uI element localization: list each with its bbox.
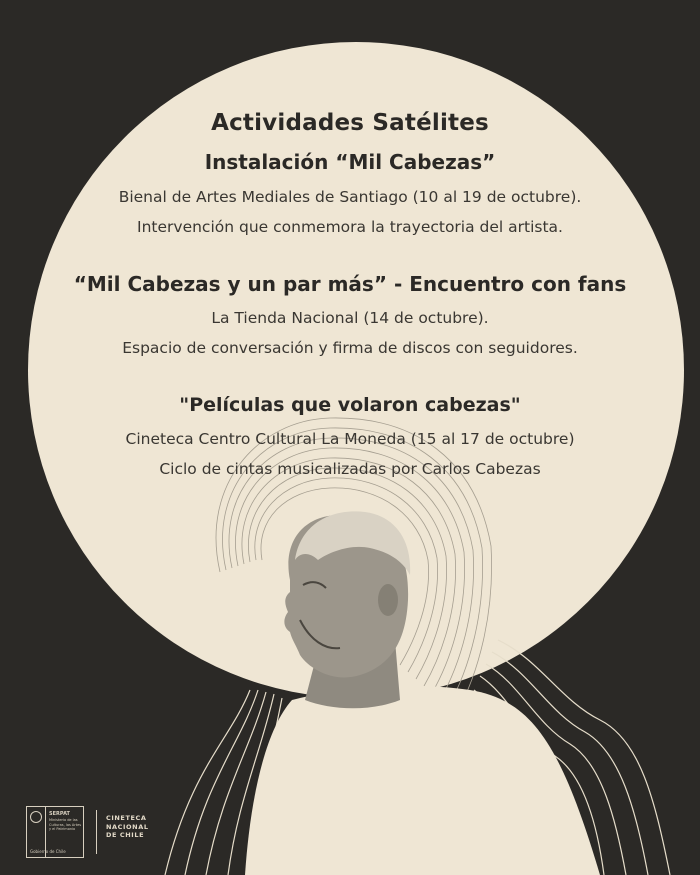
event-3-line-2: Ciclo de cintas musicalizadas por Carlos Cabezas	[159, 460, 541, 478]
gov-logo-bottom: Gobierno de Chile	[30, 849, 66, 854]
event-2-line-1: La Tienda Nacional (14 de octubre).	[211, 309, 489, 327]
event-1-heading: Instalación “Mil Cabezas”	[204, 150, 496, 174]
cineteca-line-1: CINETECA	[106, 814, 147, 822]
government-logo	[26, 806, 84, 858]
cineteca-line-2: NACIONAL	[106, 822, 149, 831]
gov-logo-top: SERPAT	[49, 811, 70, 817]
cineteca-logo	[106, 814, 166, 840]
event-1-line-1: Bienal de Artes Mediales de Santiago (10 al 19 de octubre).	[118, 188, 582, 206]
page-title: Actividades Satélites	[211, 110, 489, 136]
event-1-line-2: Intervención que conmemora la trayectoria del artista.	[137, 218, 563, 236]
cineteca-line-3: DE CHILE	[106, 831, 145, 839]
gov-logo-subtitle: Ministerio de las Culturas, las Artes y el Patrimonio	[49, 818, 82, 831]
event-2-line-2: Espacio de conversación y firma de discos con seguidores.	[122, 339, 578, 357]
seal-icon	[30, 811, 42, 823]
event-2-heading: “Mil Cabezas y un par más” - Encuentro con fans	[73, 272, 627, 296]
event-3-heading: "Películas que volaron cabezas"	[179, 394, 521, 416]
logo-separator	[96, 810, 97, 854]
event-3-line-1: Cineteca Centro Cultural La Moneda (15 al 17 de octubre)	[125, 430, 575, 448]
shirt	[245, 686, 600, 875]
